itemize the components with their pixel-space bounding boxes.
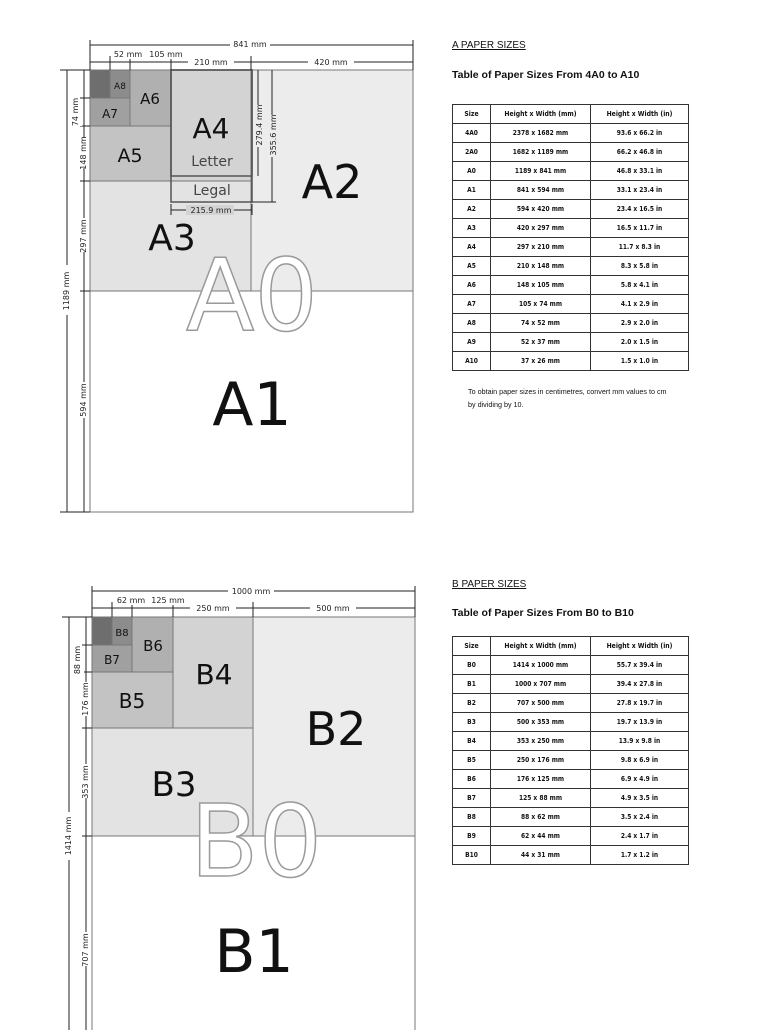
table-row (453, 333, 689, 352)
cell-mm: 353 x 250 mm (491, 732, 591, 751)
a9-sheet (90, 70, 110, 98)
cell-size: B1 (453, 675, 491, 694)
letter-label: Letter (191, 154, 233, 170)
table-row (453, 751, 689, 770)
dim-420: 420 mm (314, 58, 348, 67)
b-section-heading: B PAPER SIZES (452, 579, 527, 590)
column-header-mm: Height x Width (mm) (491, 105, 591, 124)
legal-label: Legal (193, 183, 231, 199)
cell-in: 55.7 x 39.4 in (591, 656, 689, 675)
cell-in: 39.4 x 27.8 in (591, 675, 689, 694)
cell-in: 66.2 x 46.8 in (591, 143, 689, 162)
cell-in: 1.7 x 1.2 in (591, 846, 689, 865)
cell-size: A7 (453, 295, 491, 314)
cell-size: A3 (453, 219, 491, 238)
conversion-note: To obtain paper sizes in centimetres, convert mm values to cm by dividing by 10. (468, 387, 667, 409)
cell-mm: 148 x 105 mm (491, 276, 591, 295)
a8-label: A8 (114, 82, 126, 92)
b5-label: B5 (118, 689, 146, 713)
cell-mm: 250 x 176 mm (491, 751, 591, 770)
column-header-size: Size (453, 637, 491, 656)
dim-letter-height: 279.4 mm (255, 104, 264, 146)
cell-in: 6.9 x 4.9 in (591, 770, 689, 789)
dim-210: 210 mm (194, 58, 228, 67)
a-series-diagram (0, 0, 440, 520)
a5-label: A5 (117, 145, 143, 167)
table-row (453, 295, 689, 314)
dim-letter-width: 215.9 mm (190, 206, 232, 215)
dim-62: 62 mm (116, 596, 146, 605)
cell-in: 4.1 x 2.9 in (591, 295, 689, 314)
b9-sheet (92, 617, 112, 645)
cell-mm: 594 x 420 mm (491, 200, 591, 219)
table-row (453, 656, 689, 675)
table-row (453, 200, 689, 219)
table-row (453, 124, 689, 143)
dim-105: 105 mm (149, 50, 183, 59)
cell-size: A0 (453, 162, 491, 181)
cell-in: 46.8 x 33.1 in (591, 162, 689, 181)
b6-label: B6 (143, 637, 163, 655)
dim-841: 841 mm (233, 40, 267, 49)
dim-125: 125 mm (151, 596, 185, 605)
cell-in: 4.9 x 3.5 in (591, 789, 689, 808)
a7-label: A7 (102, 107, 118, 121)
table-row (453, 713, 689, 732)
a-paper-size-table (452, 104, 689, 371)
cell-size: A1 (453, 181, 491, 200)
cell-in: 23.4 x 16.5 in (591, 200, 689, 219)
table-row (453, 352, 689, 371)
column-header-mm: Height x Width (mm) (491, 637, 591, 656)
cell-in: 3.5 x 2.4 in (591, 808, 689, 827)
cell-in: 5.8 x 4.1 in (591, 276, 689, 295)
dim-1189: 1189 mm (62, 271, 71, 311)
cell-mm: 2378 x 1682 mm (491, 124, 591, 143)
dim-legal-height: 355.6 mm (269, 114, 278, 156)
cell-mm: 37 x 26 mm (491, 352, 591, 371)
table-row (453, 181, 689, 200)
cell-mm: 1414 x 1000 mm (491, 656, 591, 675)
b-paper-size-table (452, 636, 689, 865)
cell-size: B9 (453, 827, 491, 846)
cell-mm: 44 x 31 mm (491, 846, 591, 865)
table-row (453, 789, 689, 808)
a-section-heading: A PAPER SIZES (452, 40, 526, 51)
cell-mm: 1189 x 841 mm (491, 162, 591, 181)
cell-mm: 210 x 148 mm (491, 257, 591, 276)
cell-mm: 62 x 44 mm (491, 827, 591, 846)
b0-label: B0 (189, 783, 323, 900)
cell-mm: 500 x 353 mm (491, 713, 591, 732)
cell-mm: 52 x 37 mm (491, 333, 591, 352)
b2-label: B2 (305, 702, 367, 756)
cell-in: 2.0 x 1.5 in (591, 333, 689, 352)
cell-size: B2 (453, 694, 491, 713)
cell-in: 1.5 x 1.0 in (591, 352, 689, 371)
b1-label: B1 (214, 917, 294, 987)
a3-label: A3 (148, 218, 196, 259)
cell-mm: 1000 x 707 mm (491, 675, 591, 694)
dim-88: 88 mm (73, 645, 82, 675)
cell-size: A2 (453, 200, 491, 219)
dim-74: 74 mm (71, 97, 80, 127)
cell-size: A10 (453, 352, 491, 371)
b8-label: B8 (115, 628, 129, 639)
column-header-size: Size (453, 105, 491, 124)
b4-label: B4 (195, 658, 233, 691)
dim-594: 594 mm (79, 383, 88, 417)
table-row (453, 276, 689, 295)
cell-in: 9.8 x 6.9 in (591, 751, 689, 770)
b-table-title: Table of Paper Sizes From B0 to B10 (452, 607, 634, 619)
table-row (453, 314, 689, 333)
table-row (453, 808, 689, 827)
dim-250: 250 mm (196, 604, 230, 613)
dim-148: 148 mm (79, 136, 88, 170)
cell-in: 2.9 x 2.0 in (591, 314, 689, 333)
dim-297: 297 mm (79, 219, 88, 253)
dim-52: 52 mm (113, 50, 143, 59)
cell-mm: 74 x 52 mm (491, 314, 591, 333)
b7-label: B7 (104, 653, 120, 667)
cell-mm: 297 x 210 mm (491, 238, 591, 257)
table-row (453, 257, 689, 276)
cell-mm: 420 x 297 mm (491, 219, 591, 238)
cell-size: B7 (453, 789, 491, 808)
cell-mm: 125 x 88 mm (491, 789, 591, 808)
dim-176: 176 mm (81, 682, 90, 716)
cell-in: 11.7 x 8.3 in (591, 238, 689, 257)
dim-353: 353 mm (81, 765, 90, 799)
column-header-in: Height x Width (in) (591, 105, 689, 124)
a4-label: A4 (192, 112, 230, 145)
cell-size: B8 (453, 808, 491, 827)
cell-mm: 105 x 74 mm (491, 295, 591, 314)
a-table-title: Table of Paper Sizes From 4A0 to A10 (452, 69, 640, 81)
cell-size: B0 (453, 656, 491, 675)
cell-size: B4 (453, 732, 491, 751)
cell-in: 33.1 x 23.4 in (591, 181, 689, 200)
a6-label: A6 (140, 90, 160, 108)
cell-mm: 88 x 62 mm (491, 808, 591, 827)
cell-in: 19.7 x 13.9 in (591, 713, 689, 732)
cell-mm: 841 x 594 mm (491, 181, 591, 200)
table-row (453, 732, 689, 751)
a2-label: A2 (301, 155, 363, 209)
cell-size: B5 (453, 751, 491, 770)
cell-size: A6 (453, 276, 491, 295)
table-header-row (453, 637, 689, 656)
cell-mm: 176 x 125 mm (491, 770, 591, 789)
cell-in: 13.9 x 9.8 in (591, 732, 689, 751)
dim-1000: 1000 mm (231, 587, 271, 596)
cell-size: A9 (453, 333, 491, 352)
cell-size: B3 (453, 713, 491, 732)
cell-size: B6 (453, 770, 491, 789)
table-row (453, 162, 689, 181)
dim-500: 500 mm (316, 604, 350, 613)
table-row (453, 675, 689, 694)
cell-size: 2A0 (453, 143, 491, 162)
cell-in: 27.8 x 19.7 in (591, 694, 689, 713)
cell-size: B10 (453, 846, 491, 865)
table-row (453, 219, 689, 238)
column-header-in: Height x Width (in) (591, 637, 689, 656)
cell-mm: 1682 x 1189 mm (491, 143, 591, 162)
a0-label: A0 (185, 237, 319, 354)
table-row (453, 770, 689, 789)
cell-in: 93.6 x 66.2 in (591, 124, 689, 143)
cell-in: 8.3 x 5.8 in (591, 257, 689, 276)
cell-mm: 707 x 500 mm (491, 694, 591, 713)
table-header-row (453, 105, 689, 124)
dim-707: 707 mm (81, 933, 90, 967)
cell-size: 4A0 (453, 124, 491, 143)
a1-label: A1 (212, 370, 292, 440)
dim-1414: 1414 mm (64, 816, 73, 856)
table-row (453, 238, 689, 257)
cell-in: 2.4 x 1.7 in (591, 827, 689, 846)
cell-size: A5 (453, 257, 491, 276)
b3-label: B3 (151, 765, 197, 805)
table-row (453, 846, 689, 865)
table-row (453, 694, 689, 713)
b-series-diagram (0, 570, 440, 1030)
table-row (453, 143, 689, 162)
table-row (453, 827, 689, 846)
cell-size: A4 (453, 238, 491, 257)
cell-in: 16.5 x 11.7 in (591, 219, 689, 238)
cell-size: A8 (453, 314, 491, 333)
